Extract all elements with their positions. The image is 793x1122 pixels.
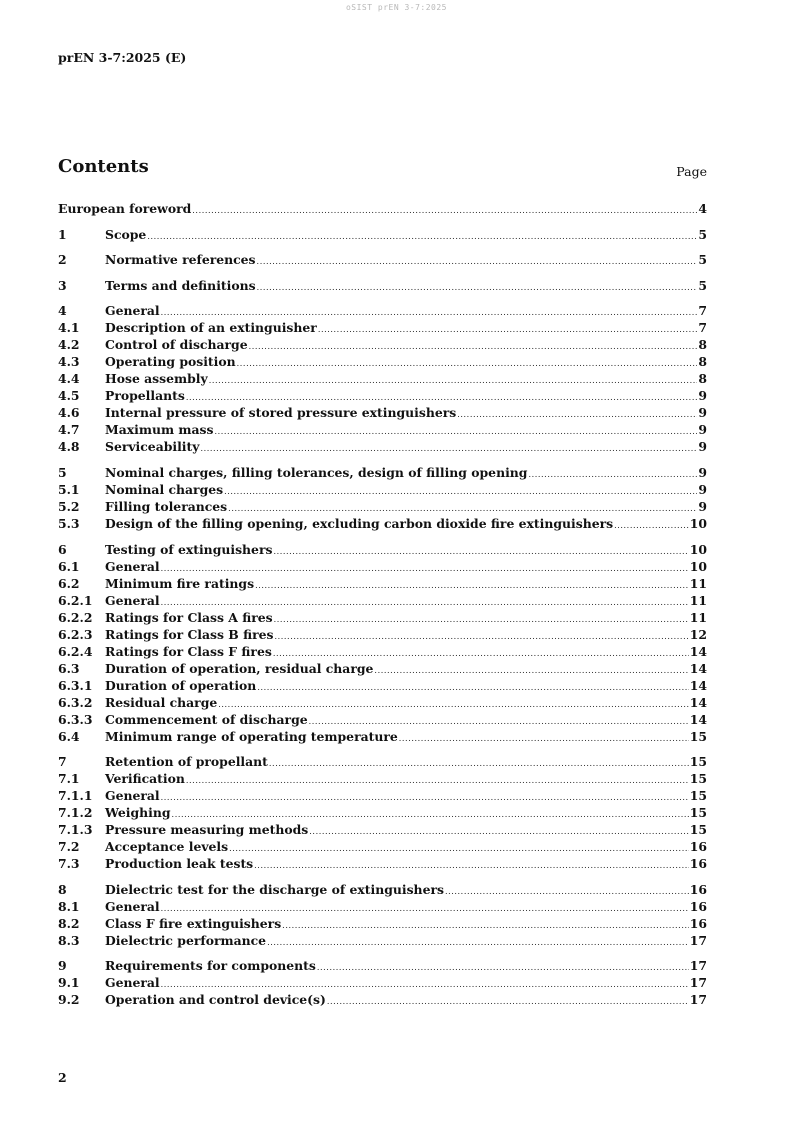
toc-dot-leader (200, 444, 697, 453)
toc-dot-leader (249, 342, 698, 351)
toc-entry[interactable] (58, 712, 707, 729)
toc-entry[interactable] (58, 405, 707, 422)
toc-entry-page: 7 (698, 303, 707, 319)
toc-entry-page: 16 (689, 839, 707, 855)
toc-entry-page: 9 (698, 498, 707, 514)
toc-entry-page: 10 (689, 541, 707, 557)
toc-dot-leader (228, 504, 697, 513)
toc-entry-page: 8 (698, 337, 707, 353)
toc-entry-page: 11 (689, 609, 707, 625)
toc-entry-number: 6.2.4 (58, 643, 93, 659)
toc-entry-number: 4.3 (58, 354, 80, 370)
toc-entry-title: Dielectric performance (105, 932, 267, 948)
toc-entry[interactable] (58, 542, 707, 559)
toc-entry[interactable] (58, 371, 707, 388)
toc-entry[interactable] (58, 576, 707, 593)
toc-group (58, 252, 707, 269)
toc-entry-page: 9 (698, 405, 707, 421)
toc-entry[interactable] (58, 822, 707, 839)
toc-entry-number: 8.2 (58, 915, 80, 931)
toc-entry-number: 6.3.2 (58, 694, 93, 710)
toc-entry-title: General (105, 558, 160, 574)
toc-entry-page: 14 (689, 711, 707, 727)
toc-dot-leader (254, 861, 689, 870)
toc-entry-number: 9 (58, 958, 67, 974)
toc-entry-page: 16 (689, 856, 707, 872)
toc-entry-title: Hose assembly (105, 371, 208, 387)
toc-entry-number: 7.1.1 (58, 788, 93, 804)
table-of-contents (58, 201, 707, 1018)
toc-entry-number: 7 (58, 754, 67, 770)
toc-entry[interactable] (58, 593, 707, 610)
toc-dot-leader (614, 521, 689, 530)
toc-entry-number: 8.1 (58, 898, 80, 914)
toc-entry-title: Scope (105, 226, 147, 242)
toc-entry-page: 17 (689, 932, 707, 948)
toc-dot-leader (224, 487, 697, 496)
toc-dot-leader (161, 564, 689, 573)
toc-entry-number: 9.1 (58, 975, 80, 991)
toc-entry-number: 4.1 (58, 320, 80, 336)
toc-entry[interactable] (58, 627, 707, 644)
toc-dot-leader (399, 734, 689, 743)
toc-entry-number: 6.3 (58, 660, 80, 676)
toc-entry-title: European foreword (58, 201, 192, 216)
toc-entry-page: 4 (698, 201, 707, 216)
toc-entry-page: 16 (689, 898, 707, 914)
toc-entry-number: 8.3 (58, 932, 80, 948)
toc-entry-title: Ratings for Class F fires (105, 643, 272, 659)
toc-entry-page: 15 (689, 771, 707, 787)
toc-entry-number: 6.1 (58, 558, 80, 574)
toc-entry-page: 10 (689, 515, 707, 531)
toc-dot-leader (147, 232, 697, 241)
toc-entry-title: Testing of extinguishers (105, 541, 273, 557)
toc-entry[interactable] (58, 644, 707, 661)
toc-entry-page: 17 (689, 992, 707, 1008)
toc-dot-leader (267, 938, 689, 947)
toc-entry-page: 9 (698, 464, 707, 480)
toc-entry-number: 4.4 (58, 371, 80, 387)
toc-entry-page: 12 (689, 626, 707, 642)
toc-entry[interactable] (58, 422, 707, 439)
toc-entry-page: 15 (689, 822, 707, 838)
toc-entry-number: 5.2 (58, 498, 80, 514)
toc-entry-page: 16 (689, 915, 707, 931)
toc-dot-leader (218, 700, 689, 709)
toc-entry-page: 14 (689, 694, 707, 710)
toc-dot-leader (161, 980, 689, 989)
toc-entry-page: 9 (698, 481, 707, 497)
toc-entry-title: General (105, 788, 160, 804)
toc-entry[interactable] (58, 610, 707, 627)
toc-entry-title: Ratings for Class A fires (105, 609, 273, 625)
toc-dot-leader (273, 547, 688, 556)
toc-entry-page: 8 (698, 371, 707, 387)
toc-entry-title: Class F fire extinguishers (105, 915, 282, 931)
toc-group (58, 465, 707, 533)
toc-entry-page: 15 (689, 805, 707, 821)
toc-dot-leader (209, 376, 698, 385)
toc-entry[interactable] (58, 320, 707, 337)
toc-entry-page: 15 (689, 728, 707, 744)
toc-entry-title: Residual charge (105, 694, 218, 710)
toc-entry-page: 14 (689, 677, 707, 693)
toc-entry-number: 5.3 (58, 515, 80, 531)
toc-entry[interactable] (58, 975, 707, 992)
toc-entry-number: 7.1.3 (58, 822, 93, 838)
toc-entry[interactable] (58, 695, 707, 712)
toc-entry-title: Commencement of discharge (105, 711, 308, 727)
toc-entry-title: Pressure measuring methods (105, 822, 309, 838)
toc-entry-number: 6.3.1 (58, 677, 93, 693)
toc-dot-leader (318, 325, 698, 334)
watermark: oSIST prEN 3-7:2025 (345, 3, 447, 12)
toc-entry-page: 17 (689, 958, 707, 974)
toc-entry-title: Duration of operation, residual charge (105, 660, 374, 676)
toc-entry-title: Propellants (105, 388, 185, 404)
toc-dot-leader (229, 844, 689, 853)
toc-entry-page: 5 (698, 226, 707, 242)
toc-dot-leader (274, 632, 688, 641)
toc-entry[interactable] (58, 661, 707, 678)
toc-entry-number: 4.8 (58, 439, 80, 455)
toc-group (58, 958, 707, 1009)
toc-entry-page: 5 (698, 252, 707, 268)
toc-entry-number: 4.6 (58, 405, 80, 421)
toc-entry[interactable] (58, 516, 707, 533)
toc-entry[interactable] (58, 933, 707, 950)
toc-entry[interactable] (58, 388, 707, 405)
toc-entry[interactable] (58, 754, 707, 771)
toc-entry-number: 5 (58, 464, 67, 480)
toc-entry-number: 7.1 (58, 771, 80, 787)
toc-dot-leader (161, 904, 689, 913)
toc-entry-number: 5.1 (58, 481, 80, 497)
toc-entry[interactable] (58, 252, 707, 269)
toc-entry-title: Duration of operation (105, 677, 257, 693)
toc-entry-number: 6.2.3 (58, 626, 93, 642)
toc-dot-leader (161, 308, 698, 317)
toc-dot-leader (374, 666, 688, 675)
toc-entry-title: Operating position (105, 354, 236, 370)
toc-entry-number: 4.2 (58, 337, 80, 353)
toc-entry-title: Internal pressure of stored pressure extinguishers (105, 405, 457, 421)
toc-entry-title: Terms and definitions (105, 277, 256, 293)
toc-entry-number: 1 (58, 226, 67, 242)
toc-entry-title: Minimum fire ratings (105, 575, 255, 591)
toc-entry-page: 16 (689, 881, 707, 897)
toc-entry-number: 2 (58, 252, 67, 268)
toc-entry-title: Normative references (105, 252, 256, 268)
toc-dot-leader (269, 759, 689, 768)
toc-entry-title: Retention of propellant (105, 754, 268, 770)
toc-entry-number: 6.3.3 (58, 711, 93, 727)
toc-entry-title: General (105, 898, 160, 914)
toc-entry-number: 6.2 (58, 575, 80, 591)
toc-entry[interactable] (58, 227, 707, 244)
toc-entry[interactable] (58, 482, 707, 499)
toc-entry-title: Production leak tests (105, 856, 254, 872)
toc-entry-title: Filling tolerances (105, 498, 228, 514)
toc-dot-leader (161, 598, 689, 607)
toc-entry[interactable] (58, 839, 707, 856)
toc-entry[interactable] (58, 678, 707, 695)
toc-entry-title: Weighing (105, 805, 171, 821)
toc-entry-number: 7.3 (58, 856, 80, 872)
toc-entry-title: Design of the filling opening, excluding carbon dioxide fire extinguishers (105, 515, 614, 531)
toc-entry-page: 7 (698, 320, 707, 336)
toc-entry-title: Control of discharge (105, 337, 248, 353)
page-number: 2 (58, 1070, 67, 1085)
toc-entry-page: 17 (689, 975, 707, 991)
toc-entry[interactable] (58, 354, 707, 371)
toc-dot-leader (327, 997, 689, 1006)
toc-entry-title: Maximum mass (105, 422, 214, 438)
toc-dot-leader (257, 257, 698, 266)
toc-entry[interactable] (58, 337, 707, 354)
contents-title: Contents (58, 156, 149, 177)
toc-entry-page: 8 (698, 354, 707, 370)
toc-entry-title: General (105, 975, 160, 991)
toc-dot-leader (257, 283, 698, 292)
toc-entry[interactable] (58, 499, 707, 516)
toc-dot-leader (161, 793, 689, 802)
toc-entry[interactable] (58, 805, 707, 822)
toc-entry-page: 11 (689, 575, 707, 591)
toc-entry[interactable] (58, 729, 707, 746)
toc-entry-page: 10 (689, 558, 707, 574)
toc-entry[interactable] (58, 788, 707, 805)
toc-dot-leader (317, 963, 689, 972)
toc-entry[interactable] (58, 201, 707, 218)
toc-entry-number: 4 (58, 303, 67, 319)
toc-entry[interactable] (58, 916, 707, 933)
toc-entry-title: Serviceability (105, 439, 200, 455)
toc-entry[interactable] (58, 439, 707, 456)
toc-entry-number: 4.7 (58, 422, 80, 438)
toc-group (58, 882, 707, 950)
toc-dot-leader (528, 470, 697, 479)
toc-dot-leader (214, 427, 697, 436)
toc-entry-number: 8 (58, 881, 67, 897)
toc-entry-title: Acceptance levels (105, 839, 229, 855)
toc-entry-title: General (105, 303, 160, 319)
toc-entry-number: 9.2 (58, 992, 80, 1008)
toc-dot-leader (186, 776, 689, 785)
toc-entry[interactable] (58, 303, 707, 320)
toc-entry[interactable] (58, 899, 707, 916)
toc-dot-leader (445, 887, 689, 896)
toc-entry-number: 6.4 (58, 728, 80, 744)
toc-entry-title: Description of an extinguisher (105, 320, 317, 336)
toc-dot-leader (237, 359, 698, 368)
toc-entry[interactable] (58, 771, 707, 788)
toc-group (58, 278, 707, 295)
toc-entry[interactable] (58, 465, 707, 482)
toc-dot-leader (282, 921, 689, 930)
toc-entry[interactable] (58, 992, 707, 1009)
toc-dot-leader (255, 581, 689, 590)
contents-header (58, 156, 707, 177)
toc-dot-leader (309, 827, 688, 836)
toc-entry-title: Verification (105, 771, 185, 787)
page-column-label: Page (676, 164, 707, 179)
toc-entry[interactable] (58, 559, 707, 576)
toc-dot-leader (192, 206, 697, 215)
toc-entry-page: 14 (689, 660, 707, 676)
toc-entry-number: 7.2 (58, 839, 80, 855)
toc-entry-number: 3 (58, 277, 67, 293)
toc-entry-title: Minimum range of operating temperature (105, 728, 398, 744)
toc-dot-leader (257, 683, 688, 692)
toc-group (58, 227, 707, 244)
toc-dot-leader (309, 717, 689, 726)
toc-entry-page: 15 (689, 788, 707, 804)
toc-entry-number: 6.2.2 (58, 609, 93, 625)
toc-entry-page: 11 (689, 592, 707, 608)
toc-entry-title: Nominal charges, filling tolerances, design of filling opening (105, 464, 528, 480)
toc-entry-number: 6.2.1 (58, 592, 93, 608)
toc-group (58, 542, 707, 746)
toc-group (58, 201, 707, 218)
toc-entry[interactable] (58, 278, 707, 295)
toc-dot-leader (273, 649, 689, 658)
toc-entry-page: 9 (698, 388, 707, 404)
toc-dot-leader (457, 410, 697, 419)
toc-entry-number: 7.1.2 (58, 805, 93, 821)
toc-dot-leader (274, 615, 689, 624)
toc-group (58, 754, 707, 873)
toc-entry-title: Ratings for Class B fires (105, 626, 274, 642)
document-code: prEN 3-7:2025 (E) (58, 50, 187, 65)
toc-entry[interactable] (58, 856, 707, 873)
toc-dot-leader (172, 810, 689, 819)
toc-entry-title: Requirements for components (105, 958, 316, 974)
toc-entry[interactable] (58, 958, 707, 975)
toc-entry-page: 14 (689, 643, 707, 659)
toc-entry-title: General (105, 592, 160, 608)
toc-entry-page: 5 (698, 277, 707, 293)
toc-entry-page: 9 (698, 439, 707, 455)
toc-group (58, 303, 707, 456)
toc-entry-title: Operation and control device(s) (105, 992, 326, 1008)
toc-entry-title: Nominal charges (105, 481, 224, 497)
toc-entry-number: 6 (58, 541, 67, 557)
toc-dot-leader (186, 393, 698, 402)
toc-entry-title: Dielectric test for the discharge of extinguishers (105, 881, 444, 897)
toc-entry[interactable] (58, 882, 707, 899)
toc-entry-number: 4.5 (58, 388, 80, 404)
toc-entry-page: 15 (689, 754, 707, 770)
toc-entry-page: 9 (698, 422, 707, 438)
